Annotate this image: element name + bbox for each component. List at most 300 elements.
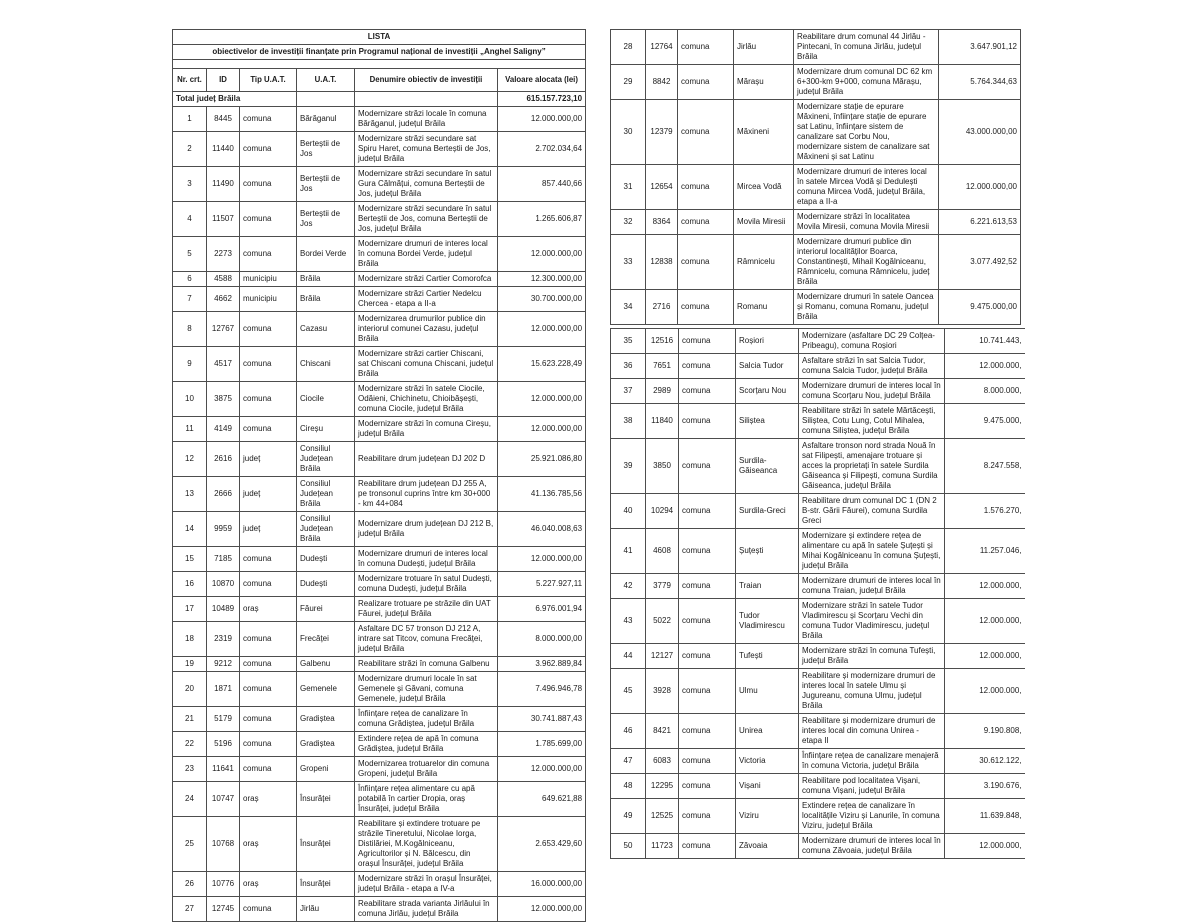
cell-val: 11.257.046,: [945, 529, 1025, 574]
cell-nr: 6: [173, 271, 207, 286]
cell-tip: comuna: [679, 529, 736, 574]
cell-id: 12767: [207, 311, 240, 346]
cell-id: 12654: [646, 165, 678, 210]
cell-nr: 19: [173, 656, 207, 671]
cell-val: 8.000.000,: [945, 379, 1025, 404]
cell-den: Reabilitare drum județean DJ 255 A, pe tronsonul cuprins între km 30+000 - km 44+084: [355, 476, 498, 511]
cell-val: 2.702.034,64: [498, 131, 586, 166]
cell-val: 3.077.492,52: [939, 235, 1021, 290]
cell-id: 12127: [646, 644, 679, 669]
cell-nr: 23: [173, 756, 207, 781]
cell-id: 8364: [646, 210, 678, 235]
cell-uat: Chiscani: [297, 346, 355, 381]
cell-nr: 31: [611, 165, 646, 210]
cell-nr: 46: [611, 714, 646, 749]
cell-id: 7185: [207, 546, 240, 571]
cell-val: 12.000.000,00: [498, 381, 586, 416]
cell-tip: comuna: [679, 749, 736, 774]
total-empty-den: [355, 91, 498, 106]
cell-tip: comuna: [679, 644, 736, 669]
cell-id: 11723: [646, 834, 679, 859]
table-row: [173, 166, 586, 201]
cell-den: Modernizare drumuri locale în sat Gemenele și Găvani, comuna Gemenele, județul Brăila: [355, 671, 498, 706]
cell-den: Asfaltare străzi în sat Salcia Tudor, comuna Salcia Tudor, județul Brăila: [799, 354, 945, 379]
table-row: [611, 65, 1021, 100]
cell-tip: oraș: [240, 781, 297, 816]
cell-tip: comuna: [240, 896, 297, 921]
cell-den: Reabilitare strada varianta Jirlăului în comuna Jirlău, județul Brăila: [355, 896, 498, 921]
cell-nr: 11: [173, 416, 207, 441]
cell-id: 2616: [207, 441, 240, 476]
cell-tip: comuna: [678, 290, 734, 325]
table-row: [611, 404, 1025, 439]
cell-val: 649.621,88: [498, 781, 586, 816]
cell-tip: oraș: [240, 871, 297, 896]
cell-nr: 33: [611, 235, 646, 290]
cell-nr: 1: [173, 106, 207, 131]
cell-tip: comuna: [678, 165, 734, 210]
table-row: [173, 286, 586, 311]
cell-nr: 50: [611, 834, 646, 859]
cell-nr: 10: [173, 381, 207, 416]
cell-id: 12379: [646, 100, 678, 165]
cell-den: Modernizare drumuri de interes local în comuna Dudești, județul Brăila: [355, 546, 498, 571]
cell-val: 12.300.000,00: [498, 271, 586, 286]
cell-uat: Salcia Tudor: [736, 354, 799, 379]
cell-val: 12.000.000,00: [498, 546, 586, 571]
cell-nr: 35: [611, 329, 646, 354]
cell-uat: Tufești: [736, 644, 799, 669]
cell-id: 2989: [646, 379, 679, 404]
cell-tip: comuna: [679, 379, 736, 404]
cell-uat: Gradiștea: [297, 706, 355, 731]
rows-35-50: [611, 329, 1025, 859]
cell-id: 3928: [646, 669, 679, 714]
cell-den: Modernizare străzi secundare sat Spiru Haret, comuna Berteștii de Jos, județul Brăila: [355, 131, 498, 166]
cell-uat: Făurei: [297, 596, 355, 621]
investment-table-page-2a: [610, 29, 1021, 325]
cell-uat: Surdila-Greci: [736, 494, 799, 529]
cell-tip: comuna: [240, 756, 297, 781]
table-row: [173, 656, 586, 671]
table-row: [173, 546, 586, 571]
cell-den: Asfaltare DC 57 tronson DJ 212 A, intrare sat Titcov, comuna Frecăței, județul Brăila: [355, 621, 498, 656]
table-row: [611, 165, 1021, 210]
cell-tip: județ: [240, 441, 297, 476]
cell-den: Modernizare străzi Cartier Comorofca: [355, 271, 498, 286]
cell-val: 2.653.429,60: [498, 816, 586, 871]
cell-val: 43.000.000,00: [939, 100, 1021, 165]
table-row: [173, 416, 586, 441]
table-row: [173, 756, 586, 781]
cell-id: 11641: [207, 756, 240, 781]
table-row: [611, 799, 1025, 834]
cell-val: 30.612.122,: [945, 749, 1025, 774]
table-row: [173, 346, 586, 381]
cell-nr: 32: [611, 210, 646, 235]
table-row: [611, 379, 1025, 404]
table-row: [173, 476, 586, 511]
cell-id: 12764: [646, 30, 678, 65]
spacer-cell: [173, 60, 586, 69]
rows-28-34: [611, 30, 1021, 325]
cell-nr: 17: [173, 596, 207, 621]
cell-tip: comuna: [240, 311, 297, 346]
cell-val: 3.647.901,12: [939, 30, 1021, 65]
cell-id: 8421: [646, 714, 679, 749]
cell-nr: 9: [173, 346, 207, 381]
cell-nr: 16: [173, 571, 207, 596]
cell-nr: 8: [173, 311, 207, 346]
cell-den: Modernizare străzi în satele Ciocile, Odăieni, Chichinetu, Chioibășești, comuna Ciocile, județul Brăila: [355, 381, 498, 416]
cell-den: Modernizare drum comunal DC 62 km 6+300-km 9+000, comuna Mărașu, județul Brăila: [794, 65, 939, 100]
cell-nr: 39: [611, 439, 646, 494]
cell-id: 10489: [207, 596, 240, 621]
cell-nr: 14: [173, 511, 207, 546]
cell-tip: oraș: [240, 596, 297, 621]
cell-nr: 3: [173, 166, 207, 201]
table-row: [611, 599, 1025, 644]
cell-tip: județ: [240, 476, 297, 511]
cell-den: Reabilitare drum județean DJ 202 D: [355, 441, 498, 476]
cell-id: 5196: [207, 731, 240, 756]
cell-den: Modernizare străzi în localitatea Movila Miresii, comuna Movila Miresii: [794, 210, 939, 235]
cell-uat: Brăila: [297, 286, 355, 311]
cell-id: 4662: [207, 286, 240, 311]
cell-uat: Unirea: [736, 714, 799, 749]
cell-val: 7.496.946,78: [498, 671, 586, 706]
cell-den: Extindere rețea de apă în comuna Grădiștea, județul Brăila: [355, 731, 498, 756]
cell-val: 8.247.558,: [945, 439, 1025, 494]
table-row: [173, 511, 586, 546]
cell-den: Modernizare drumuri de interes local în comuna Zăvoaia, județul Brăila: [799, 834, 945, 859]
cell-val: 6.976.001,94: [498, 596, 586, 621]
table-row: [173, 706, 586, 731]
table-row: [173, 871, 586, 896]
cell-tip: comuna: [240, 346, 297, 381]
cell-nr: 4: [173, 201, 207, 236]
cell-uat: Viziru: [736, 799, 799, 834]
col-header-uat: U.A.T.: [297, 69, 355, 92]
cell-val: 12.000.000,: [945, 834, 1025, 859]
cell-den: Reabilitare străzi în satele Mărtăcești, Siliștea, Cotu Lung, Cotul Mihalea, comuna Siliștea, județul Brăila: [799, 404, 945, 439]
total-row: [173, 91, 586, 106]
cell-id: 12525: [646, 799, 679, 834]
cell-nr: 47: [611, 749, 646, 774]
cell-tip: comuna: [240, 416, 297, 441]
cell-tip: comuna: [240, 671, 297, 706]
col-header-tip: Tip U.A.T.: [240, 69, 297, 92]
cell-val: 1.785.699,00: [498, 731, 586, 756]
cell-tip: comuna: [240, 381, 297, 416]
cell-uat: Gradiștea: [297, 731, 355, 756]
cell-val: 12.000.000,00: [498, 311, 586, 346]
cell-nr: 25: [173, 816, 207, 871]
cell-uat: Cireșu: [297, 416, 355, 441]
cell-den: Înființare rețea de canalizare în comuna Grădiștea, județul Brăila: [355, 706, 498, 731]
total-empty-uat: [297, 91, 355, 106]
cell-den: Înființare rețea alimentare cu apă potabilă în cartier Dropia, oraș Însurăței, județul Brăila: [355, 781, 498, 816]
cell-uat: Bordei Verde: [297, 236, 355, 271]
cell-tip: comuna: [240, 201, 297, 236]
cell-den: Reabilitare pod localitatea Vișani, comuna Vișani, județul Brăila: [799, 774, 945, 799]
cell-nr: 48: [611, 774, 646, 799]
cell-val: 16.000.000,00: [498, 871, 586, 896]
table-row: [611, 30, 1021, 65]
cell-id: 5179: [207, 706, 240, 731]
cell-uat: Șuțești: [736, 529, 799, 574]
cell-uat: Romanu: [734, 290, 794, 325]
cell-tip: oraș: [240, 816, 297, 871]
cell-id: 3875: [207, 381, 240, 416]
table-row: [611, 494, 1025, 529]
table-row: [173, 671, 586, 706]
cell-tip: comuna: [240, 166, 297, 201]
table-row: [173, 621, 586, 656]
table-row: [611, 210, 1021, 235]
cell-val: 12.000.000,00: [498, 896, 586, 921]
cell-id: 2666: [207, 476, 240, 511]
cell-id: 1871: [207, 671, 240, 706]
cell-nr: 5: [173, 236, 207, 271]
cell-nr: 44: [611, 644, 646, 669]
table-row: [611, 644, 1025, 669]
cell-id: 4588: [207, 271, 240, 286]
table-row: [173, 596, 586, 621]
cell-den: Modernizare drumuri în satele Oancea și Romanu, comuna Romanu, județul Brăila: [794, 290, 939, 325]
cell-uat: Jirlău: [297, 896, 355, 921]
cell-den: Reabilitare drum comunal DC 1 (DN 2 B-str. Gării Făurei), comuna Surdila Greci: [799, 494, 945, 529]
cell-tip: comuna: [679, 714, 736, 749]
cell-val: 6.221.613,53: [939, 210, 1021, 235]
cell-uat: Consiliul Județean Brăila: [297, 511, 355, 546]
cell-nr: 7: [173, 286, 207, 311]
cell-tip: comuna: [240, 571, 297, 596]
cell-val: 30.741.887,43: [498, 706, 586, 731]
cell-id: 11490: [207, 166, 240, 201]
cell-id: 8842: [646, 65, 678, 100]
table-row: [173, 781, 586, 816]
cell-id: 12516: [646, 329, 679, 354]
cell-nr: 2: [173, 131, 207, 166]
cell-den: Modernizare (asfaltare DC 29 Colțea-Pribeagu), comuna Roșiori: [799, 329, 945, 354]
rows-1-27: [173, 106, 586, 921]
cell-den: Modernizare străzi în comuna Tufești, județul Brăila: [799, 644, 945, 669]
page-1: [172, 29, 585, 922]
cell-nr: 34: [611, 290, 646, 325]
cell-val: 9.475.000,: [945, 404, 1025, 439]
cell-id: 2273: [207, 236, 240, 271]
cell-nr: 41: [611, 529, 646, 574]
cell-uat: Însurăței: [297, 871, 355, 896]
table-row: [173, 131, 586, 166]
cell-den: Modernizare drumuri de interes local în comuna Bordei Verde, județul Brăila: [355, 236, 498, 271]
cell-den: Modernizarea trotuarelor din comuna Gropeni, județul Brăila: [355, 756, 498, 781]
table-row: [173, 571, 586, 596]
cell-uat: Brăila: [297, 271, 355, 286]
table-row: [611, 574, 1025, 599]
cell-val: 9.475.000,00: [939, 290, 1021, 325]
cell-den: Modernizare străzi Cartier Nedelcu Chercea - etapa a II-a: [355, 286, 498, 311]
cell-val: 5.764.344,63: [939, 65, 1021, 100]
cell-nr: 42: [611, 574, 646, 599]
cell-uat: Consiliul Județean Brăila: [297, 441, 355, 476]
cell-id: 9212: [207, 656, 240, 671]
cell-id: 12838: [646, 235, 678, 290]
cell-den: Reabilitare și modernizare drumuri de interes local din comuna Unirea - etapa II: [799, 714, 945, 749]
cell-nr: 43: [611, 599, 646, 644]
cell-val: 1.576.270,: [945, 494, 1025, 529]
cell-uat: Însurăței: [297, 816, 355, 871]
cell-val: 25.921.086,80: [498, 441, 586, 476]
table-row: [611, 329, 1025, 354]
table-row: [173, 816, 586, 871]
cell-val: 3.962.889,84: [498, 656, 586, 671]
cell-tip: comuna: [240, 131, 297, 166]
cell-uat: Siliștea: [736, 404, 799, 439]
cell-id: 11840: [646, 404, 679, 439]
cell-den: Reabilitare drum comunal 44 Jirlău - Pintecani, în comuna Jirlău, județul Brăila: [794, 30, 939, 65]
cell-nr: 49: [611, 799, 646, 834]
cell-id: 2716: [646, 290, 678, 325]
cell-tip: comuna: [679, 799, 736, 834]
cell-tip: comuna: [679, 329, 736, 354]
table-row: [611, 774, 1025, 799]
cell-uat: Movila Miresii: [734, 210, 794, 235]
cell-uat: Cazasu: [297, 311, 355, 346]
cell-val: 46.040.008,63: [498, 511, 586, 546]
cell-tip: comuna: [679, 599, 736, 644]
cell-val: 8.000.000,00: [498, 621, 586, 656]
page-subtitle: obiectivelor de investiții finanțate prin Programul național de investiții „Anghel Saligny”: [173, 45, 586, 60]
cell-val: 9.190.808,: [945, 714, 1025, 749]
cell-val: 10.741.443,: [945, 329, 1025, 354]
cell-tip: comuna: [679, 834, 736, 859]
cell-den: Modernizare străzi secundare în satul Berteștii de Jos, comuna Berteștii de Jos, județul Brăila: [355, 201, 498, 236]
cell-uat: Ciocile: [297, 381, 355, 416]
cell-id: 10747: [207, 781, 240, 816]
cell-val: 1.265.606,87: [498, 201, 586, 236]
cell-nr: 13: [173, 476, 207, 511]
cell-uat: Scorțaru Nou: [736, 379, 799, 404]
cell-id: 10870: [207, 571, 240, 596]
cell-den: Modernizare străzi în satele Tudor Vladimirescu și Scorțaru Vechi din comuna Tudor Vladimirescu, județul Brăila: [799, 599, 945, 644]
table-row: [611, 290, 1021, 325]
cell-den: Realizare trotuare pe străzile din UAT Făurei, județul Brăila: [355, 596, 498, 621]
cell-val: 12.000.000,: [945, 669, 1025, 714]
cell-den: Modernizare străzi locale în comuna Bărăganul, județul Brăila: [355, 106, 498, 131]
cell-tip: municipiu: [240, 271, 297, 286]
cell-uat: Gemenele: [297, 671, 355, 706]
cell-nr: 40: [611, 494, 646, 529]
cell-den: Modernizare trotuare în satul Dudești, comuna Dudești, județul Brăila: [355, 571, 498, 596]
page-2: [610, 29, 1031, 859]
cell-val: 12.000.000,: [945, 354, 1025, 379]
cell-den: Reabilitare și extindere trotuare pe străzile Tineretului, Nicolae Iorga, Distilăriei, M.Kogălniceanu, Agricultorilor și N. Bălcescu, din orașul Însurăței, județul Brăila: [355, 816, 498, 871]
col-header-id: ID: [207, 69, 240, 92]
cell-val: 857.440,66: [498, 166, 586, 201]
cell-uat: Ulmu: [736, 669, 799, 714]
cell-den: Reabilitare străzi în comuna Galbenu: [355, 656, 498, 671]
cell-tip: comuna: [679, 774, 736, 799]
cell-id: 4517: [207, 346, 240, 381]
cell-uat: Traian: [736, 574, 799, 599]
cell-den: Modernizare străzi în comuna Cireșu, județul Brăila: [355, 416, 498, 441]
cell-val: 11.639.848,: [945, 799, 1025, 834]
cell-tip: comuna: [679, 669, 736, 714]
cell-id: 3779: [646, 574, 679, 599]
cell-uat: Jirlău: [734, 30, 794, 65]
cell-nr: 22: [173, 731, 207, 756]
cell-tip: comuna: [240, 236, 297, 271]
cell-tip: comuna: [240, 546, 297, 571]
cell-uat: Vișani: [736, 774, 799, 799]
cell-uat: Tudor Vladimirescu: [736, 599, 799, 644]
cell-den: Modernizare drum județean DJ 212 B, județul Brăila: [355, 511, 498, 546]
page-title: LISTA: [173, 30, 586, 45]
table-row: [173, 441, 586, 476]
table-row: [611, 834, 1025, 859]
cell-uat: Roșiori: [736, 329, 799, 354]
cell-tip: comuna: [240, 656, 297, 671]
cell-id: 11507: [207, 201, 240, 236]
table-row: [173, 271, 586, 286]
cell-nr: 30: [611, 100, 646, 165]
cell-uat: Râmnicelu: [734, 235, 794, 290]
cell-nr: 18: [173, 621, 207, 656]
cell-uat: Frecăței: [297, 621, 355, 656]
cell-uat: Dudești: [297, 546, 355, 571]
cell-uat: Măxineni: [734, 100, 794, 165]
cell-tip: comuna: [679, 404, 736, 439]
table-row: [173, 311, 586, 346]
cell-tip: comuna: [240, 731, 297, 756]
cell-den: Modernizare străzi în orașul Însurăței, județul Brăila - etapa a IV-a: [355, 871, 498, 896]
cell-tip: comuna: [240, 106, 297, 131]
cell-tip: comuna: [678, 210, 734, 235]
cell-den: Modernizare și extindere rețea de alimentare cu apă în satele Șuțești și Mihai Kogălniceanu în comuna Șuțești, județul Brăila: [799, 529, 945, 574]
cell-den: Modernizare drumuri publice din interiorul localităților Boarca, Constantinești, Mihail Kogălniceanu, Râmnicelu, comuna Râmnicelu, județ Brăila: [794, 235, 939, 290]
cell-id: 9959: [207, 511, 240, 546]
cell-nr: 37: [611, 379, 646, 404]
spacer-row: [173, 60, 586, 69]
table-row: [173, 236, 586, 271]
cell-tip: comuna: [240, 706, 297, 731]
table-row: [611, 235, 1021, 290]
cell-nr: 15: [173, 546, 207, 571]
cell-tip: municipiu: [240, 286, 297, 311]
cell-val: 12.000.000,00: [498, 756, 586, 781]
cell-id: 10776: [207, 871, 240, 896]
cell-val: 12.000.000,00: [498, 416, 586, 441]
cell-nr: 27: [173, 896, 207, 921]
cell-tip: comuna: [679, 494, 736, 529]
cell-id: 4149: [207, 416, 240, 441]
cell-nr: 38: [611, 404, 646, 439]
cell-den: Modernizare străzi secundare în satul Gura Călmățui, comuna Berteștii de Jos, județul Brăila: [355, 166, 498, 201]
cell-id: 12745: [207, 896, 240, 921]
cell-id: 2319: [207, 621, 240, 656]
cell-id: 8445: [207, 106, 240, 131]
cell-val: 12.000.000,: [945, 574, 1025, 599]
cell-nr: 12: [173, 441, 207, 476]
cell-den: Modernizarea drumurilor publice din interiorul comunei Cazasu, județul Brăila: [355, 311, 498, 346]
cell-id: 5022: [646, 599, 679, 644]
cell-uat: Însurăței: [297, 781, 355, 816]
cell-nr: 24: [173, 781, 207, 816]
cell-val: 12.000.000,: [945, 599, 1025, 644]
cell-uat: Consiliul Județean Brăila: [297, 476, 355, 511]
